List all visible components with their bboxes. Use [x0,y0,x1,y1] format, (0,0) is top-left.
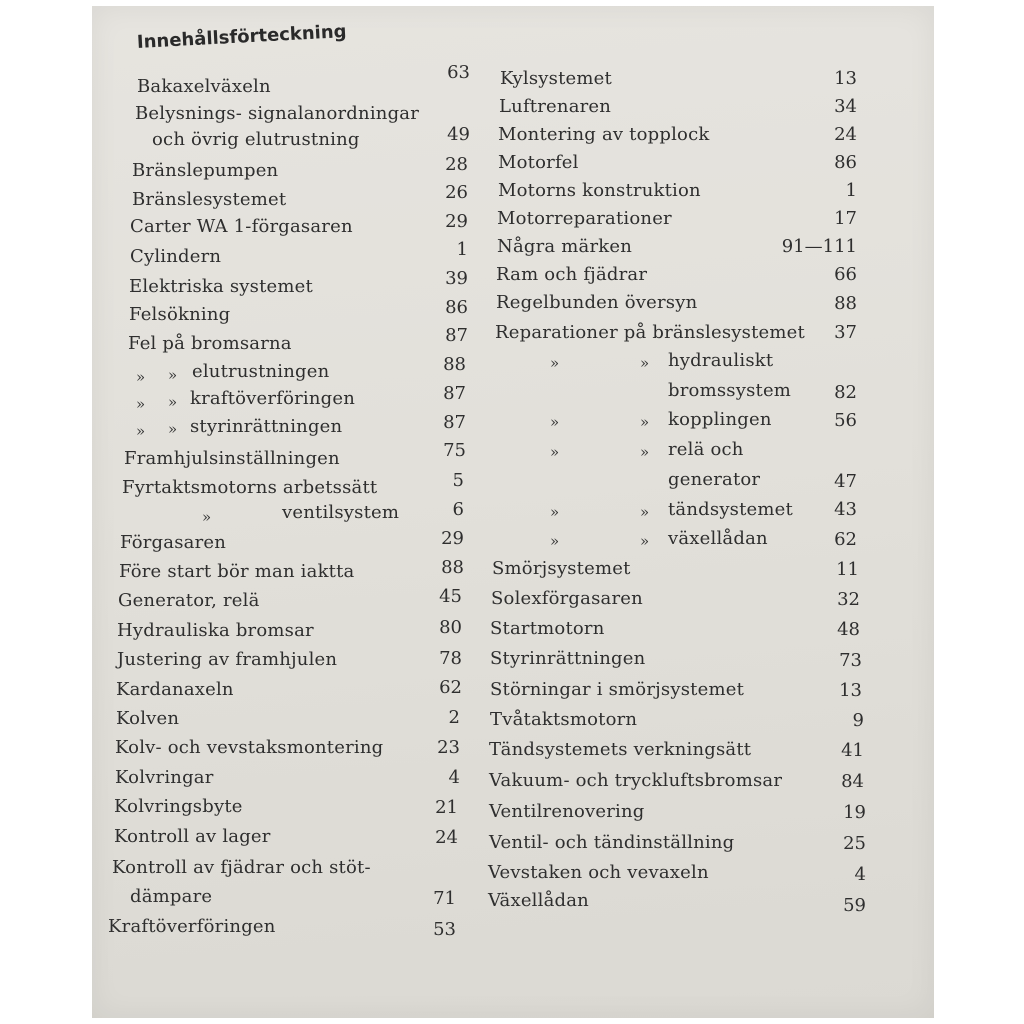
left-entry-page: 24 [435,827,458,848]
left-entry-page: 86 [445,297,468,318]
right-ditto-mark: » [550,354,560,372]
right-entry-text: Solexförgasaren [491,588,643,609]
left-entry-page: 4 [448,767,460,788]
right-ditto-mark: » [640,443,650,461]
left-entry-text: Bränslepumpen [132,160,279,181]
right-entry-text: Tändsystemets verkningsätt [489,739,752,760]
left-entry-page: 87 [443,383,466,404]
right-entry-text: relä och [668,439,744,460]
right-entry-text: bromssystem [668,380,792,401]
left-entry-text: Kontroll av lager [114,826,271,847]
left-entry-text: elutrustningen [192,361,330,382]
left-entry-text: kraftöverföringen [190,388,356,409]
left-entry-text: Framhjulsinställningen [124,448,340,469]
left-entry-text: Bränslesystemet [132,189,287,210]
right-entry-text: hydrauliskt [668,350,774,371]
right-entry-text: tändsystemet [668,499,793,520]
left-entry-page: 88 [441,557,464,578]
right-entry-page: 84 [841,771,864,792]
right-entry-page: 86 [834,152,857,173]
right-entry-text: växellådan [668,528,768,549]
right-ditto-mark: » [640,532,650,550]
left-entry-page: 80 [439,617,462,638]
left-entry-page: 62 [439,677,462,698]
right-entry-text: Störningar i smörjsystemet [490,679,745,700]
right-entry-text: Reparationer på bränslesystemet [495,322,805,343]
right-entry-page: 37 [834,322,857,343]
left-entry-page: 71 [433,888,456,909]
right-entry-text: Motorns konstruktion [498,180,701,201]
left-entry-text: Fyrtaktsmotorns arbetssätt [122,477,378,498]
right-entry-page: 62 [834,529,857,550]
left-entry-page: 5 [452,470,464,491]
right-entry-text: Vevstaken och vevaxeln [488,862,709,883]
left-entry-text: och övrig elutrustning [152,129,360,150]
right-entry-text: Smörjsystemet [492,558,631,579]
left-entry-page: 49 [447,124,470,145]
right-entry-page: 1 [845,180,857,201]
right-entry-text: Några märken [497,236,633,257]
right-entry-text: Montering av topplock [498,124,710,145]
right-entry-text: Vakuum- och tryckluftsbromsar [489,770,783,791]
left-entry-page: 45 [439,586,462,607]
left-entry-page: 75 [443,440,466,461]
left-entry-page: 26 [445,182,468,203]
book-page [92,6,934,1018]
right-ditto-mark: » [550,413,560,431]
right-entry-page: 66 [834,264,857,285]
page-title: Innehållsförteckning [136,21,348,53]
left-entry-page: 87 [445,325,468,346]
left-ditto-mark: » [136,422,146,440]
right-entry-page: 24 [834,124,857,145]
right-entry-page: 91—111 [781,236,857,257]
right-entry-page: 11 [836,559,859,580]
left-ditto-mark: » [168,420,178,438]
right-entry-page: 9 [852,710,864,731]
left-entry-page: 6 [452,499,464,520]
left-ditto-mark: » [136,368,146,386]
right-ditto-mark: » [640,503,650,521]
right-entry-text: Luftrenaren [499,96,612,117]
index-right-column [92,6,934,1018]
left-entry-page: 21 [435,797,458,818]
right-ditto-mark: » [640,354,650,372]
right-entry-text: Regelbunden översyn [496,292,698,313]
right-entry-page: 82 [834,382,857,403]
left-ditto-mark: » [202,508,212,526]
left-entry-page: 23 [437,737,460,758]
left-entry-text: dämpare [130,886,213,907]
left-entry-text: ventilsystem [282,502,400,523]
left-entry-page: 2 [448,707,460,728]
right-entry-page: 25 [843,833,866,854]
left-entry-text: Fel på bromsarna [128,333,292,354]
left-entry-page: 29 [445,211,468,232]
left-entry-page: 1 [456,239,468,260]
right-entry-page: 56 [834,410,857,431]
right-ditto-mark: » [640,413,650,431]
left-entry-page: 29 [441,528,464,549]
right-entry-page: 4 [854,864,866,885]
left-entry-page: 53 [433,919,456,940]
left-entry-text: Elektriska systemet [129,276,313,297]
right-entry-text: Tvåtaktsmotorn [490,709,638,730]
right-entry-page: 48 [837,619,860,640]
left-entry-text: Belysnings- signalanordningar [135,103,420,124]
right-entry-text: Ventilrenovering [489,801,645,822]
left-entry-text: Justering av framhjulen [117,649,338,670]
right-entry-page: 13 [834,68,857,89]
left-entry-text: Carter WA 1-förgasaren [130,216,353,237]
right-entry-page: 73 [839,650,862,671]
left-entry-text: styrinrättningen [190,416,343,437]
right-entry-text: Kylsystemet [500,68,612,89]
right-ditto-mark: » [550,532,560,550]
left-entry-text: Kolven [116,708,180,729]
left-entry-text: Cylindern [130,246,222,267]
left-ditto-mark: » [168,393,178,411]
right-entry-text: Motorfel [498,152,579,173]
left-entry-text: Kolvringsbyte [114,796,243,817]
right-entry-page: 41 [841,740,864,761]
right-entry-text: Ventil- och tändinställning [489,832,735,853]
right-entry-page: 17 [834,208,857,229]
left-entry-text: Felsökning [129,304,231,325]
right-entry-page: 32 [837,589,860,610]
right-entry-page: 47 [834,471,857,492]
left-ditto-mark: » [168,366,178,384]
left-entry-text: Kardanaxeln [116,679,234,700]
left-entry-text: Kolv- och vevstaksmontering [115,737,384,758]
right-entry-text: Ram och fjädrar [496,264,648,285]
right-entry-page: 19 [843,802,866,823]
left-entry-text: Bakaxelväxeln [137,76,271,97]
right-entry-text: Växellådan [488,890,589,911]
left-ditto-mark: » [136,395,146,413]
left-entry-page: 39 [445,268,468,289]
right-entry-text: Startmotorn [490,618,605,639]
right-entry-page: 88 [834,293,857,314]
right-entry-page: 34 [834,96,857,117]
right-entry-page: 59 [843,895,866,916]
right-ditto-mark: » [550,503,560,521]
left-entry-text: Förgasaren [120,532,227,553]
left-entry-text: Före start bör man iaktta [119,561,355,582]
left-entry-page: 78 [439,648,462,669]
right-entry-page: 13 [839,680,862,701]
right-entry-text: Motorreparationer [497,208,672,229]
left-entry-text: Kontroll av fjädrar och stöt- [112,857,371,878]
left-entry-text: Hydrauliska bromsar [117,620,314,641]
left-entry-text: Kolvringar [115,767,214,788]
left-entry-page: 63 [447,62,470,83]
right-entry-text: generator [668,469,761,490]
right-entry-text: kopplingen [668,409,772,430]
right-entry-page: 43 [834,499,857,520]
right-entry-text: Styrinrättningen [490,648,646,669]
left-entry-text: Generator, relä [118,590,260,611]
right-ditto-mark: » [550,443,560,461]
left-entry-page: 88 [443,354,466,375]
left-entry-text: Kraftöverföringen [108,916,276,937]
left-entry-page: 87 [443,412,466,433]
left-entry-page: 28 [445,154,468,175]
